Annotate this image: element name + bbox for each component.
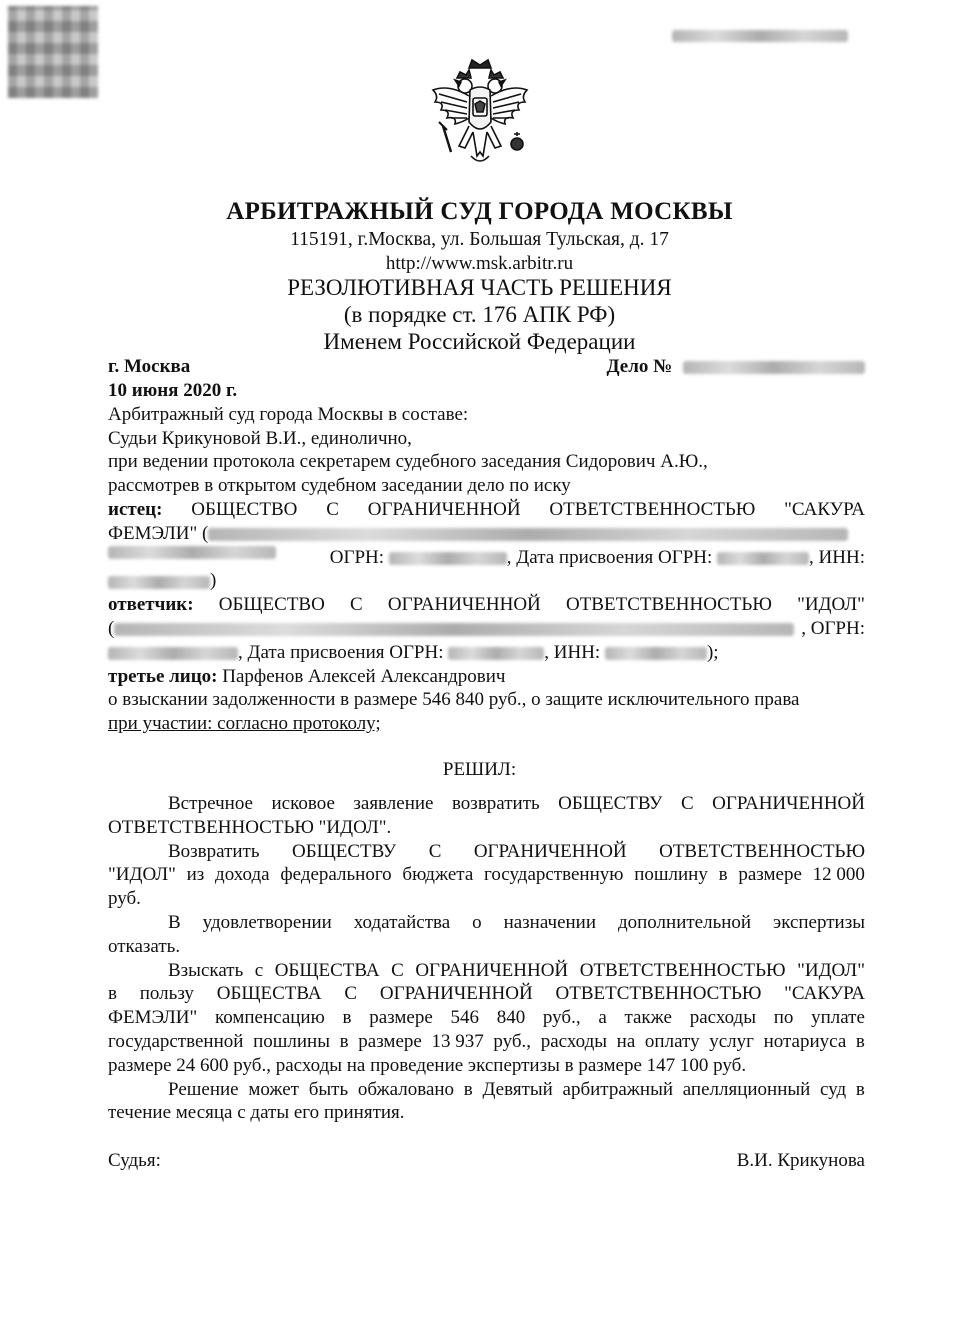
decision-line: течение месяца с даты его принятия. bbox=[108, 1102, 405, 1124]
decision-line bbox=[108, 792, 865, 816]
word: ОГРАНИЧЕННОЙ bbox=[712, 793, 865, 814]
word: руб., bbox=[542, 1007, 581, 1029]
bracket: ); bbox=[706, 641, 719, 663]
defendant-label: ответчик: bbox=[108, 594, 194, 616]
word: 13 937 bbox=[431, 1030, 484, 1052]
word: услуг bbox=[709, 1030, 754, 1052]
word: заявление bbox=[353, 793, 434, 814]
word: арбитражный bbox=[562, 1078, 673, 1100]
participation-note: при участии: согласно протоколу; bbox=[108, 713, 381, 735]
word: С bbox=[326, 498, 339, 520]
word: федерального bbox=[280, 864, 392, 886]
plaintiff-line bbox=[108, 498, 865, 522]
word: о bbox=[472, 911, 482, 933]
word: исковое bbox=[271, 793, 335, 814]
third-party-name: Парфенов Алексей Александрович bbox=[217, 665, 506, 687]
word: ОТВЕТСТВЕННОСТЬЮ bbox=[555, 983, 762, 1005]
word: расходы bbox=[689, 1007, 756, 1029]
ogrn-date-label: , Дата присвоения ОГРН: bbox=[238, 641, 444, 663]
decision-line bbox=[108, 863, 865, 887]
ogrn-redacted bbox=[389, 552, 507, 565]
inn-redacted bbox=[605, 647, 707, 660]
word: ОГРАНИЧЕННОЙ bbox=[367, 498, 521, 520]
word: ОБЩЕСТВА bbox=[216, 983, 322, 1005]
document-id-redacted bbox=[672, 30, 848, 42]
word: В bbox=[168, 911, 181, 933]
word: размере bbox=[358, 1030, 422, 1052]
in-the-name-line: Именем Российской Федерации bbox=[323, 329, 636, 354]
word: С bbox=[680, 793, 694, 814]
word: Решение bbox=[168, 1078, 239, 1100]
word: расходы bbox=[540, 1030, 607, 1052]
word: ОТВЕТСТВЕННОСТЬЮ bbox=[579, 959, 786, 981]
bracket: ( bbox=[108, 617, 115, 639]
word: ОБЩЕСТВО bbox=[191, 498, 298, 520]
word: ОБЩЕСТВА bbox=[274, 959, 380, 981]
word: апелляционный bbox=[682, 1078, 811, 1100]
third-party-line bbox=[108, 665, 865, 689]
inn-redacted bbox=[108, 576, 210, 589]
ogrn-date-redacted bbox=[448, 647, 544, 660]
word: дохода bbox=[215, 864, 270, 886]
word: из bbox=[186, 864, 205, 886]
judge-label: Судья: bbox=[108, 1150, 161, 1171]
word: государственной bbox=[108, 1030, 244, 1052]
court-address: 115191, г.Москва, ул. Большая Тульская, д. 17 bbox=[290, 229, 669, 250]
word: нотариуса bbox=[763, 1030, 847, 1052]
decision-line: ОТВЕТСТВЕННОСТЬЮ "ИДОЛ". bbox=[108, 816, 392, 838]
claim-subject: о взыскании задолженности в размере 546 840 руб., о защите исключительного права bbox=[108, 689, 800, 711]
word: 546 bbox=[450, 1007, 479, 1029]
word: на bbox=[616, 1030, 636, 1052]
decision-subtitle: (в порядке ст. 176 АПК РФ) bbox=[343, 302, 616, 327]
word: ОГРАНИЧЕННОЙ bbox=[473, 840, 627, 862]
word: пошлину bbox=[634, 864, 708, 886]
word: в bbox=[463, 1078, 473, 1100]
word: в bbox=[342, 1007, 352, 1029]
ogrn-date-redacted bbox=[717, 552, 809, 565]
inn-label: , ИНН: bbox=[544, 641, 601, 663]
word: "ИДОЛ" bbox=[797, 594, 865, 616]
intro-line: Арбитражный суд города Москвы в составе: bbox=[108, 403, 469, 425]
case-number-redacted bbox=[683, 361, 865, 374]
word: ОТВЕТСТВЕННОСТЬЮ bbox=[565, 594, 772, 616]
decision-line bbox=[108, 1006, 865, 1030]
word: быть bbox=[308, 1078, 349, 1100]
word: в bbox=[108, 983, 117, 1005]
plaintiff-label: истец: bbox=[108, 498, 163, 520]
word: 840 bbox=[496, 1007, 526, 1029]
plaintiff-line bbox=[108, 522, 865, 546]
word: С bbox=[344, 983, 358, 1005]
decision-line bbox=[108, 982, 865, 1006]
decision-line: руб. bbox=[108, 888, 141, 910]
ogrn-label: ОГРН: bbox=[329, 546, 385, 568]
decision-date: 10 июня 2020 г. bbox=[108, 380, 238, 401]
word: дополнительной bbox=[617, 911, 752, 933]
ogrn-date-label: , Дата присвоения ОГРН: bbox=[506, 546, 713, 568]
word: уплате bbox=[811, 1007, 865, 1029]
word: ходатайства bbox=[353, 911, 451, 933]
word: обжаловано bbox=[357, 1078, 455, 1100]
word: ОТВЕТСТВЕННОСТЬЮ bbox=[549, 498, 756, 520]
word: ОГРАНИЧЕННОЙ bbox=[415, 959, 569, 981]
word: назначении bbox=[503, 911, 597, 933]
word: ФЕМЭЛИ" bbox=[108, 1007, 198, 1029]
word: Девятый bbox=[482, 1078, 553, 1100]
plaintiff-ogrn bbox=[330, 546, 865, 570]
decision-line bbox=[108, 1030, 865, 1054]
parties-section bbox=[108, 379, 865, 736]
word: в bbox=[718, 864, 728, 886]
decision-line bbox=[108, 840, 865, 864]
word: размере bbox=[369, 1007, 433, 1029]
bracket: ) bbox=[210, 570, 217, 592]
case-number bbox=[607, 356, 866, 378]
decision-section bbox=[108, 792, 865, 1125]
third-party-label: третье лицо: bbox=[108, 665, 218, 687]
word: государственную bbox=[484, 864, 624, 886]
word: ОТВЕТСТВЕННОСТЬЮ bbox=[659, 840, 865, 862]
plaintiff-name-end: ФЕМЭЛИ" ( bbox=[108, 522, 209, 544]
word: а bbox=[598, 1007, 607, 1029]
word: суд bbox=[820, 1078, 847, 1100]
word: 12 000 bbox=[812, 864, 865, 886]
word: "ИДОЛ" bbox=[797, 959, 865, 981]
word: ОБЩЕСТВУ bbox=[558, 793, 663, 814]
resolved-heading: РЕШИЛ: bbox=[442, 759, 517, 780]
word: может bbox=[248, 1078, 299, 1100]
decision-line bbox=[108, 959, 865, 983]
decision-line: отказать. bbox=[108, 935, 181, 957]
defendant-address bbox=[108, 617, 794, 641]
word: С bbox=[391, 959, 404, 981]
intro-line: Судьи Крикуновой В.И., единолично, bbox=[108, 427, 412, 449]
word: оплату bbox=[644, 1030, 700, 1052]
ogrn-redacted bbox=[108, 647, 238, 660]
intro-line: рассмотрев в открытом судебном заседании дело по иску bbox=[108, 475, 571, 497]
inn-label: , ИНН: bbox=[809, 546, 865, 568]
word: с bbox=[254, 959, 264, 981]
word: "САКУРА bbox=[784, 498, 865, 520]
defendant-line bbox=[108, 593, 865, 617]
word: размере bbox=[738, 864, 802, 886]
word: экспертизы bbox=[773, 911, 865, 933]
case-label: Дело № bbox=[606, 356, 673, 377]
decision-line bbox=[108, 911, 865, 935]
word: в bbox=[339, 1030, 349, 1052]
city-case-row bbox=[108, 356, 865, 380]
intro-line: при ведении протокола секретарем судебного заседания Сидорович А.Ю., bbox=[108, 451, 708, 473]
ogrn-label: , ОГРН: bbox=[801, 617, 865, 639]
coat-of-arms-emblem bbox=[425, 56, 535, 176]
court-website: http://www.msk.arbitr.ru bbox=[385, 253, 574, 274]
plaintiff-line bbox=[108, 569, 865, 593]
judge-name: В.И. Крикунова bbox=[736, 1150, 865, 1171]
word: по bbox=[773, 1007, 794, 1029]
court-title: АРБИТРАЖНЫЙ СУД ГОРОДА МОСКВЫ bbox=[226, 198, 733, 225]
word: бюджета bbox=[402, 864, 474, 886]
word: в bbox=[855, 1078, 865, 1100]
decision-line bbox=[108, 1078, 865, 1102]
word: ОБЩЕСТВУ bbox=[291, 840, 397, 862]
word: Возвратить bbox=[168, 840, 260, 862]
word: "ИДОЛ" bbox=[108, 864, 176, 886]
word: руб., bbox=[493, 1030, 532, 1052]
word: ОБЩЕСТВО bbox=[218, 594, 325, 616]
word: компенсацию bbox=[214, 1007, 325, 1029]
word: С bbox=[428, 840, 442, 862]
word: Взыскать bbox=[168, 959, 244, 981]
word: ОГРАНИЧЕННОЙ bbox=[387, 594, 541, 616]
word: также bbox=[624, 1007, 672, 1029]
word: возвратить bbox=[451, 793, 540, 814]
defendant-line bbox=[108, 617, 865, 641]
plaintiff-address-redacted bbox=[208, 528, 848, 541]
plaintiff-address-redacted bbox=[108, 546, 276, 559]
word: в bbox=[855, 1030, 865, 1052]
plaintiff-line bbox=[108, 546, 865, 570]
qr-code-redacted bbox=[8, 6, 98, 98]
decision-line: размере 24 600 руб., расходы на проведение экспертизы в размере 147 100 руб. bbox=[108, 1054, 747, 1076]
word: ОГРАНИЧЕННОЙ bbox=[379, 983, 533, 1005]
word: Встречное bbox=[168, 793, 253, 814]
word: удовлетворении bbox=[202, 911, 332, 933]
city: г. Москва bbox=[108, 356, 191, 377]
word: пользу bbox=[139, 983, 194, 1005]
defendant-address-redacted bbox=[114, 623, 794, 636]
word: С bbox=[350, 594, 363, 616]
defendant-line bbox=[108, 641, 865, 665]
word: "САКУРА bbox=[784, 983, 865, 1005]
word: пошлины bbox=[253, 1030, 330, 1052]
decision-title: РЕЗОЛЮТИВНАЯ ЧАСТЬ РЕШЕНИЯ bbox=[287, 275, 672, 300]
